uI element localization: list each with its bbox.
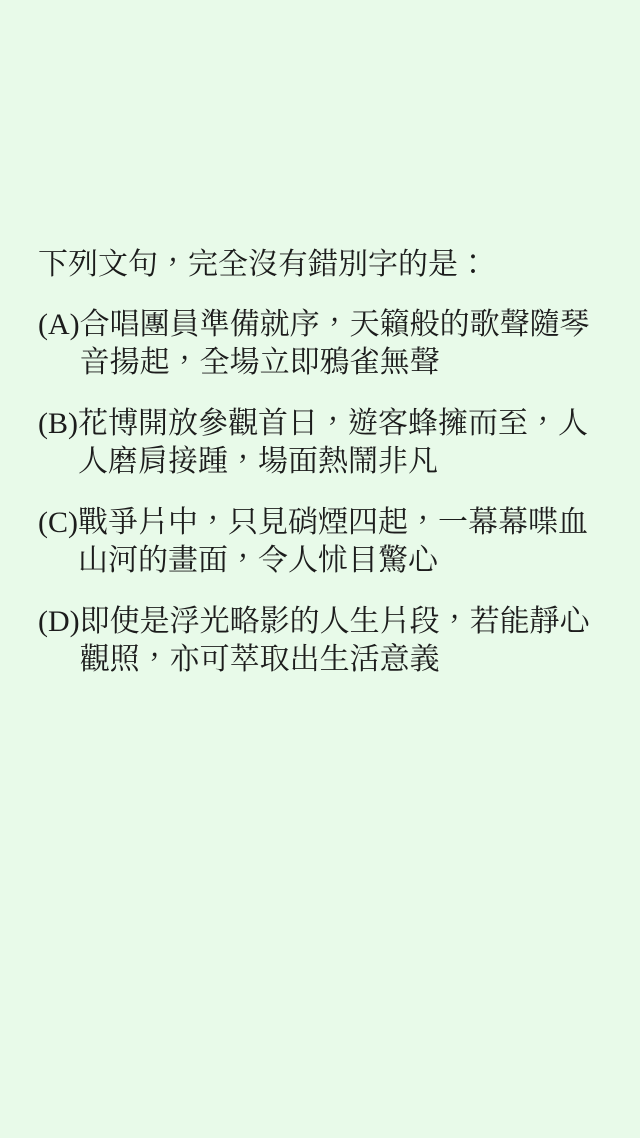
option-d-label: (D) bbox=[38, 605, 80, 638]
option-a-label: (A) bbox=[38, 308, 80, 341]
option-b-text bbox=[78, 405, 588, 481]
option-c-line-2: 山河的畫面，令人怵目驚心 bbox=[78, 544, 438, 577]
option-d bbox=[38, 603, 630, 679]
option-a bbox=[38, 306, 630, 382]
option-c-line-1: 戰爭片中，只見硝煙四起，一幕幕喋血 bbox=[78, 506, 588, 539]
option-c-label: (C) bbox=[38, 506, 78, 539]
question-stem: 下列文句，完全沒有錯別字的是： bbox=[38, 248, 488, 281]
option-c bbox=[38, 504, 630, 580]
option-a-line-1: 合唱團員準備就序，天籟般的歌聲隨琴 bbox=[79, 308, 590, 341]
option-b-label: (B) bbox=[38, 407, 78, 440]
option-a-text bbox=[80, 306, 590, 382]
option-b-line-1: 花博開放參觀首日，遊客蜂擁而至，人 bbox=[78, 407, 588, 440]
option-b bbox=[38, 405, 630, 481]
option-d-line-2: 觀照，亦可萃取出生活意義 bbox=[79, 643, 440, 676]
option-c-text bbox=[78, 504, 588, 580]
option-b-line-2: 人磨肩接踵，場面熱鬧非凡 bbox=[78, 445, 438, 478]
option-d-text bbox=[80, 603, 590, 679]
option-a-line-2: 音揚起，全場立即鴉雀無聲 bbox=[79, 346, 440, 379]
option-d-line-1: 即使是浮光略影的人生片段，若能靜心 bbox=[79, 605, 590, 638]
